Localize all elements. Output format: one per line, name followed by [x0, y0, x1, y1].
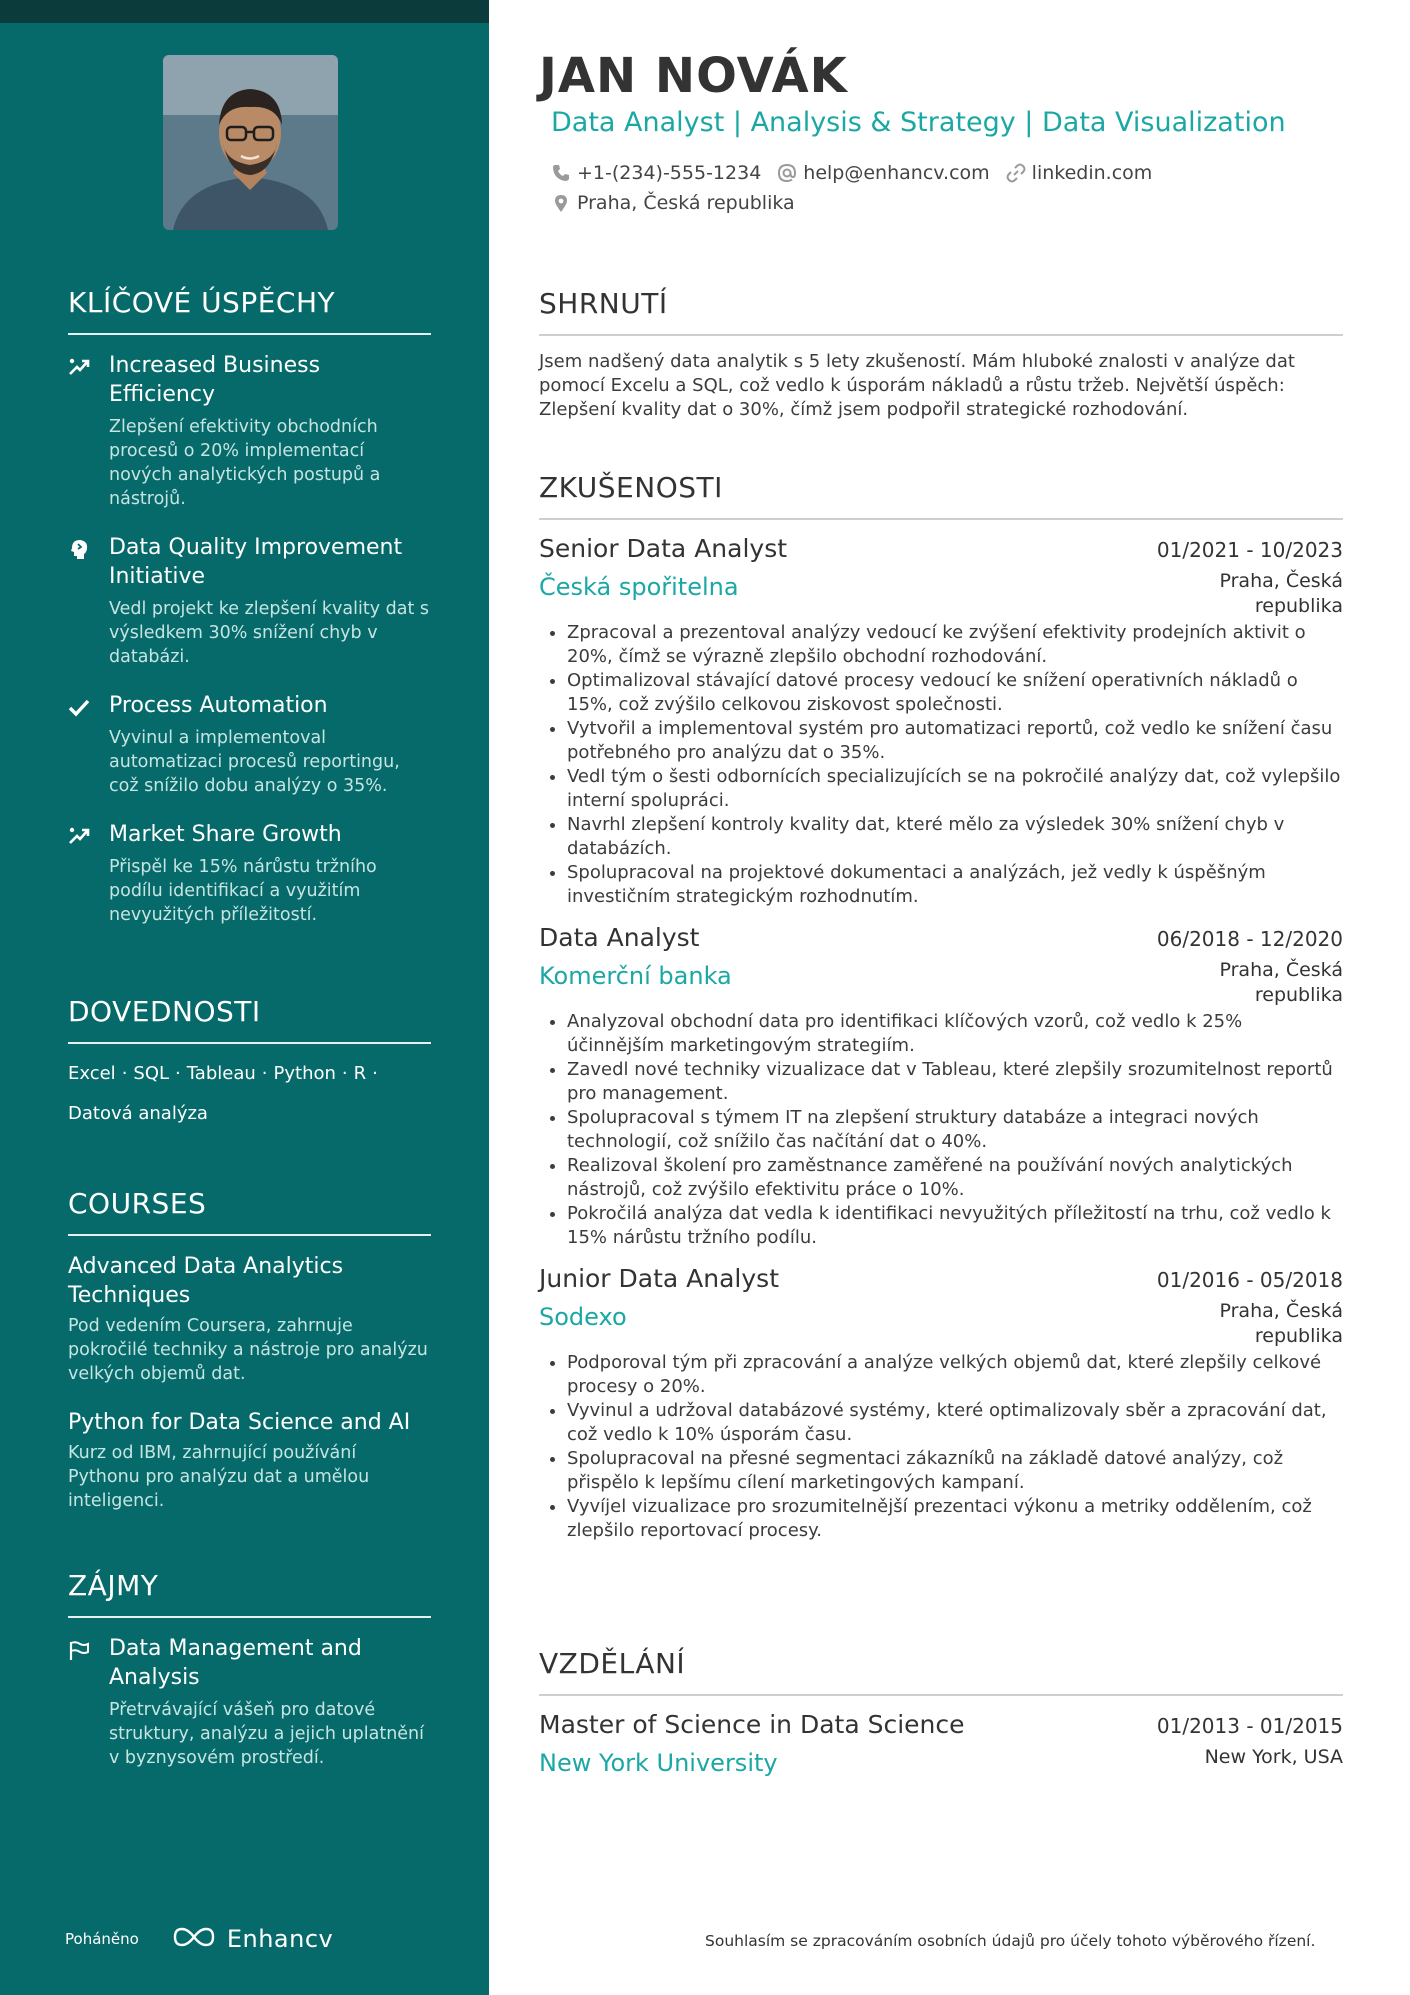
course-item [68, 1408, 431, 1513]
chart-trend-icon [68, 825, 90, 847]
job-bullet: • Zavedl nové techniky vizualizace dat v Tableau, které zlepšily srozumitelnost reportů pro management. [567, 1058, 1343, 1106]
job-title: Senior Data Analyst [539, 534, 788, 563]
checkmark-icon [68, 696, 90, 718]
location-contact [551, 192, 795, 214]
courses-section [68, 1187, 431, 1513]
job-location: Praha, Česká republika [1219, 1300, 1343, 1347]
job-location: Praha, Česká republika [1219, 570, 1343, 617]
achievement-desc: Zlepšení efektivity obchodních procesů o 20% implementací nových analytických postupů a nástrojů. [109, 417, 381, 509]
job-bullets [539, 1010, 1343, 1250]
skills-list: Excel · SQL · Tableau · Python · R · Datová analýza [68, 1063, 378, 1124]
job-title: Data Analyst [539, 923, 700, 952]
job-location: Praha, Česká republika [1219, 959, 1343, 1006]
achievement-item [68, 533, 431, 669]
job-bullet: • Zpracoval a prezentoval analýzy vedoucí ke zvýšení efektivity prodejních aktivit o 20%, čímž se výrazně zlepšilo obchodní rozhodování. [567, 621, 1343, 669]
education-degree: Master of Science in Data Science [539, 1710, 965, 1739]
achievements-title: KLÍČOVÉ ÚSPĚCHY [68, 286, 431, 335]
skill-item: R [353, 1063, 367, 1084]
interest-item [68, 1634, 431, 1770]
job-company: Komerční banka [539, 962, 732, 990]
skills-title: DOVEDNOSTI [68, 995, 431, 1044]
contact-info [551, 158, 1168, 218]
job-bullet: • Vytvořil a implementoval systém pro automatizaci reportů, což vedlo ke snížení času potřebného pro analýzu dat o 35%. [567, 717, 1343, 765]
course-item [68, 1252, 431, 1386]
email-text: help@enhancv.com [803, 162, 990, 184]
link-text: linkedin.com [1031, 162, 1153, 184]
job-bullet: • Vedl tým o šesti odbornících specializujících se na pokročilé analýzy dat, což vylepšilo interní spolupráci. [567, 765, 1343, 813]
achievement-desc: Vyvinul a implementoval automatizaci procesů reportingu, což snížilo dobu analýzy o 35%. [109, 728, 400, 796]
job-bullet: • Spolupracoval na projektové dokumentaci a analýzách, jež vedly k úspěšným investičním strategickým rozhodnutím. [567, 861, 1343, 909]
consent-text: Souhlasím se zpracováním osobních údajů pro účely tohoto výběrového řízení. [705, 1932, 1316, 1950]
interests-title: ZÁJMY [68, 1569, 431, 1618]
powered-by-label: Poháněno [65, 1930, 139, 1948]
skill-item: Tableau [186, 1063, 256, 1084]
skills-section [68, 995, 431, 1134]
link-contact[interactable] [1006, 162, 1153, 184]
course-title: Advanced Data Analytics Techniques [68, 1254, 344, 1308]
achievement-title: Market Share Growth [109, 822, 342, 847]
candidate-name: JAN NOVÁK [539, 48, 848, 104]
job-bullet: • Spolupracoval na přesné segmentaci zákazníků na základě datové analýzy, což přispělo k lepšímu cílení marketingových kampaní. [567, 1447, 1343, 1495]
summary-section [539, 287, 1343, 422]
course-desc: Pod vedením Coursera, zahrnuje pokročilé techniky a nástroje pro analýzu velkých objemů dat. [68, 1316, 428, 1384]
achievement-item [68, 351, 431, 511]
education-title: VZDĚLÁNÍ [539, 1647, 1343, 1696]
job-dates: 01/2016 - 05/2018 [1156, 1268, 1343, 1292]
education-entry [539, 1710, 1343, 1777]
education-dates: 01/2013 - 01/2015 [1156, 1714, 1343, 1738]
achievement-title: Increased Business Efficiency [109, 353, 321, 407]
job-title: Junior Data Analyst [539, 1264, 780, 1293]
sidebar [0, 0, 489, 1995]
achievement-item [68, 691, 431, 798]
job-dates: 06/2018 - 12/2020 [1156, 927, 1343, 951]
link-icon [1006, 163, 1026, 183]
brain-head-icon [68, 538, 90, 560]
sidebar-top-bar [0, 0, 489, 23]
location-text: Praha, Česká republika [577, 192, 795, 214]
achievement-desc: Přispěl ke 15% nárůstu tržního podílu identifikací a využitím nevyužitých příležitostí. [109, 857, 377, 925]
skill-item: Python [273, 1063, 336, 1084]
job-dates: 01/2021 - 10/2023 [1156, 538, 1343, 562]
job-entry [539, 923, 1343, 1250]
job-bullet: • Spolupracoval s týmem IT na zlepšení struktury databáze a integraci nových technologií, což snížilo čas načítání dat o 40%. [567, 1106, 1343, 1154]
education-section [539, 1647, 1343, 1777]
achievements-section [68, 286, 431, 927]
flag-icon [68, 1639, 90, 1661]
job-bullets [539, 1351, 1343, 1543]
skill-item: Excel [68, 1063, 116, 1084]
profile-photo [163, 55, 338, 230]
experience-title: ZKUŠENOSTI [539, 471, 1343, 520]
education-location: New York, USA [1204, 1746, 1343, 1768]
job-bullet: • Vyvíjel vizualizace pro srozumitelnější prezentaci výkonu a metriky oddělením, což zlepšilo reportovací procesy. [567, 1495, 1343, 1543]
job-bullet: • Pokročilá analýza dat vedla k identifikaci nevyužitých příležitostí na trhu, což vedlo k 15% nárůstu tržního podílu. [567, 1202, 1343, 1250]
enhancv-logo-icon[interactable] [171, 1925, 217, 1953]
achievement-item [68, 820, 431, 927]
job-company: Česká spořitelna [539, 573, 739, 601]
job-bullet: • Realizoval školení pro zaměstnance zaměřené na používání nových analytických nástrojů, což zvýšilo efektivitu práce o 10%. [567, 1154, 1343, 1202]
summary-title: SHRNUTÍ [539, 287, 1343, 336]
job-bullet: • Navrhl zlepšení kontroly kvality dat, které mělo za výsledek 30% snížení chyb v databázích. [567, 813, 1343, 861]
headline: Data Analyst | Analysis & Strategy | Data Visualization [551, 107, 1286, 138]
achievement-title: Data Quality Improvement Initiative [109, 535, 403, 589]
sidebar-footer [65, 1925, 333, 1953]
courses-title: COURSES [68, 1187, 431, 1236]
location-pin-icon [551, 193, 571, 213]
achievement-desc: Vedl projekt ke zlepšení kvality dat s výsledkem 30% snížení chyb v databázi. [109, 599, 429, 667]
phone-contact[interactable] [551, 162, 761, 184]
course-desc: Kurz od IBM, zahrnující používání Pythonu pro analýzu dat a umělou inteligenci. [68, 1443, 370, 1511]
job-bullet: • Optimalizoval stávající datové procesy vedoucí ke snížení operativních nákladů o 15%, což zvýšilo celkovou ziskovost společnosti. [567, 669, 1343, 717]
enhancv-brand[interactable]: Enhancv [226, 1925, 334, 1953]
course-title: Python for Data Science and AI [68, 1410, 411, 1435]
job-bullets [539, 621, 1343, 909]
job-bullet: • Podporoval tým při zpracování a analýze velkých objemů dat, které zlepšily celkové procesy o 20%. [567, 1351, 1343, 1399]
email-contact[interactable] [777, 162, 989, 184]
job-company: Sodexo [539, 1303, 627, 1331]
achievement-title: Process Automation [109, 693, 328, 718]
skill-item: SQL [133, 1063, 170, 1084]
skill-item: Datová analýza [68, 1103, 208, 1124]
job-entry [539, 534, 1343, 909]
job-bullet: • Vyvinul a udržoval databázové systémy, které optimalizovaly sběr a zpracování dat, což vedlo k 10% úsporám času. [567, 1399, 1343, 1447]
summary-text: Jsem nadšený data analytik s 5 lety zkušeností. Mám hluboké znalosti v analýze dat pomocí Excelu a SQL, což vedlo k úsporám nákladů a růstu tržeb. Největší úspěch: Zlepšení kvality dat o 30%, čímž jsem podpořil strategické rozhodování. [539, 351, 1295, 420]
chart-trend-icon [68, 356, 90, 378]
job-bullet: • Analyzoval obchodní data pro identifikaci klíčových vzorů, což vedlo k 25% účinnějším marketingovým strategiím. [567, 1010, 1343, 1058]
interest-title: Data Management and Analysis [109, 1636, 362, 1690]
at-icon [777, 163, 797, 183]
job-entry [539, 1264, 1343, 1543]
interests-section [68, 1569, 431, 1770]
education-school: New York University [539, 1749, 778, 1777]
experience-section [539, 471, 1343, 1543]
phone-icon [551, 163, 571, 183]
phone-text: +1-(234)-555-1234 [577, 162, 762, 184]
interest-desc: Přetrvávající vášeň pro datové struktury, analýzu a jejich uplatnění v byznysovém prostředí. [109, 1700, 424, 1768]
